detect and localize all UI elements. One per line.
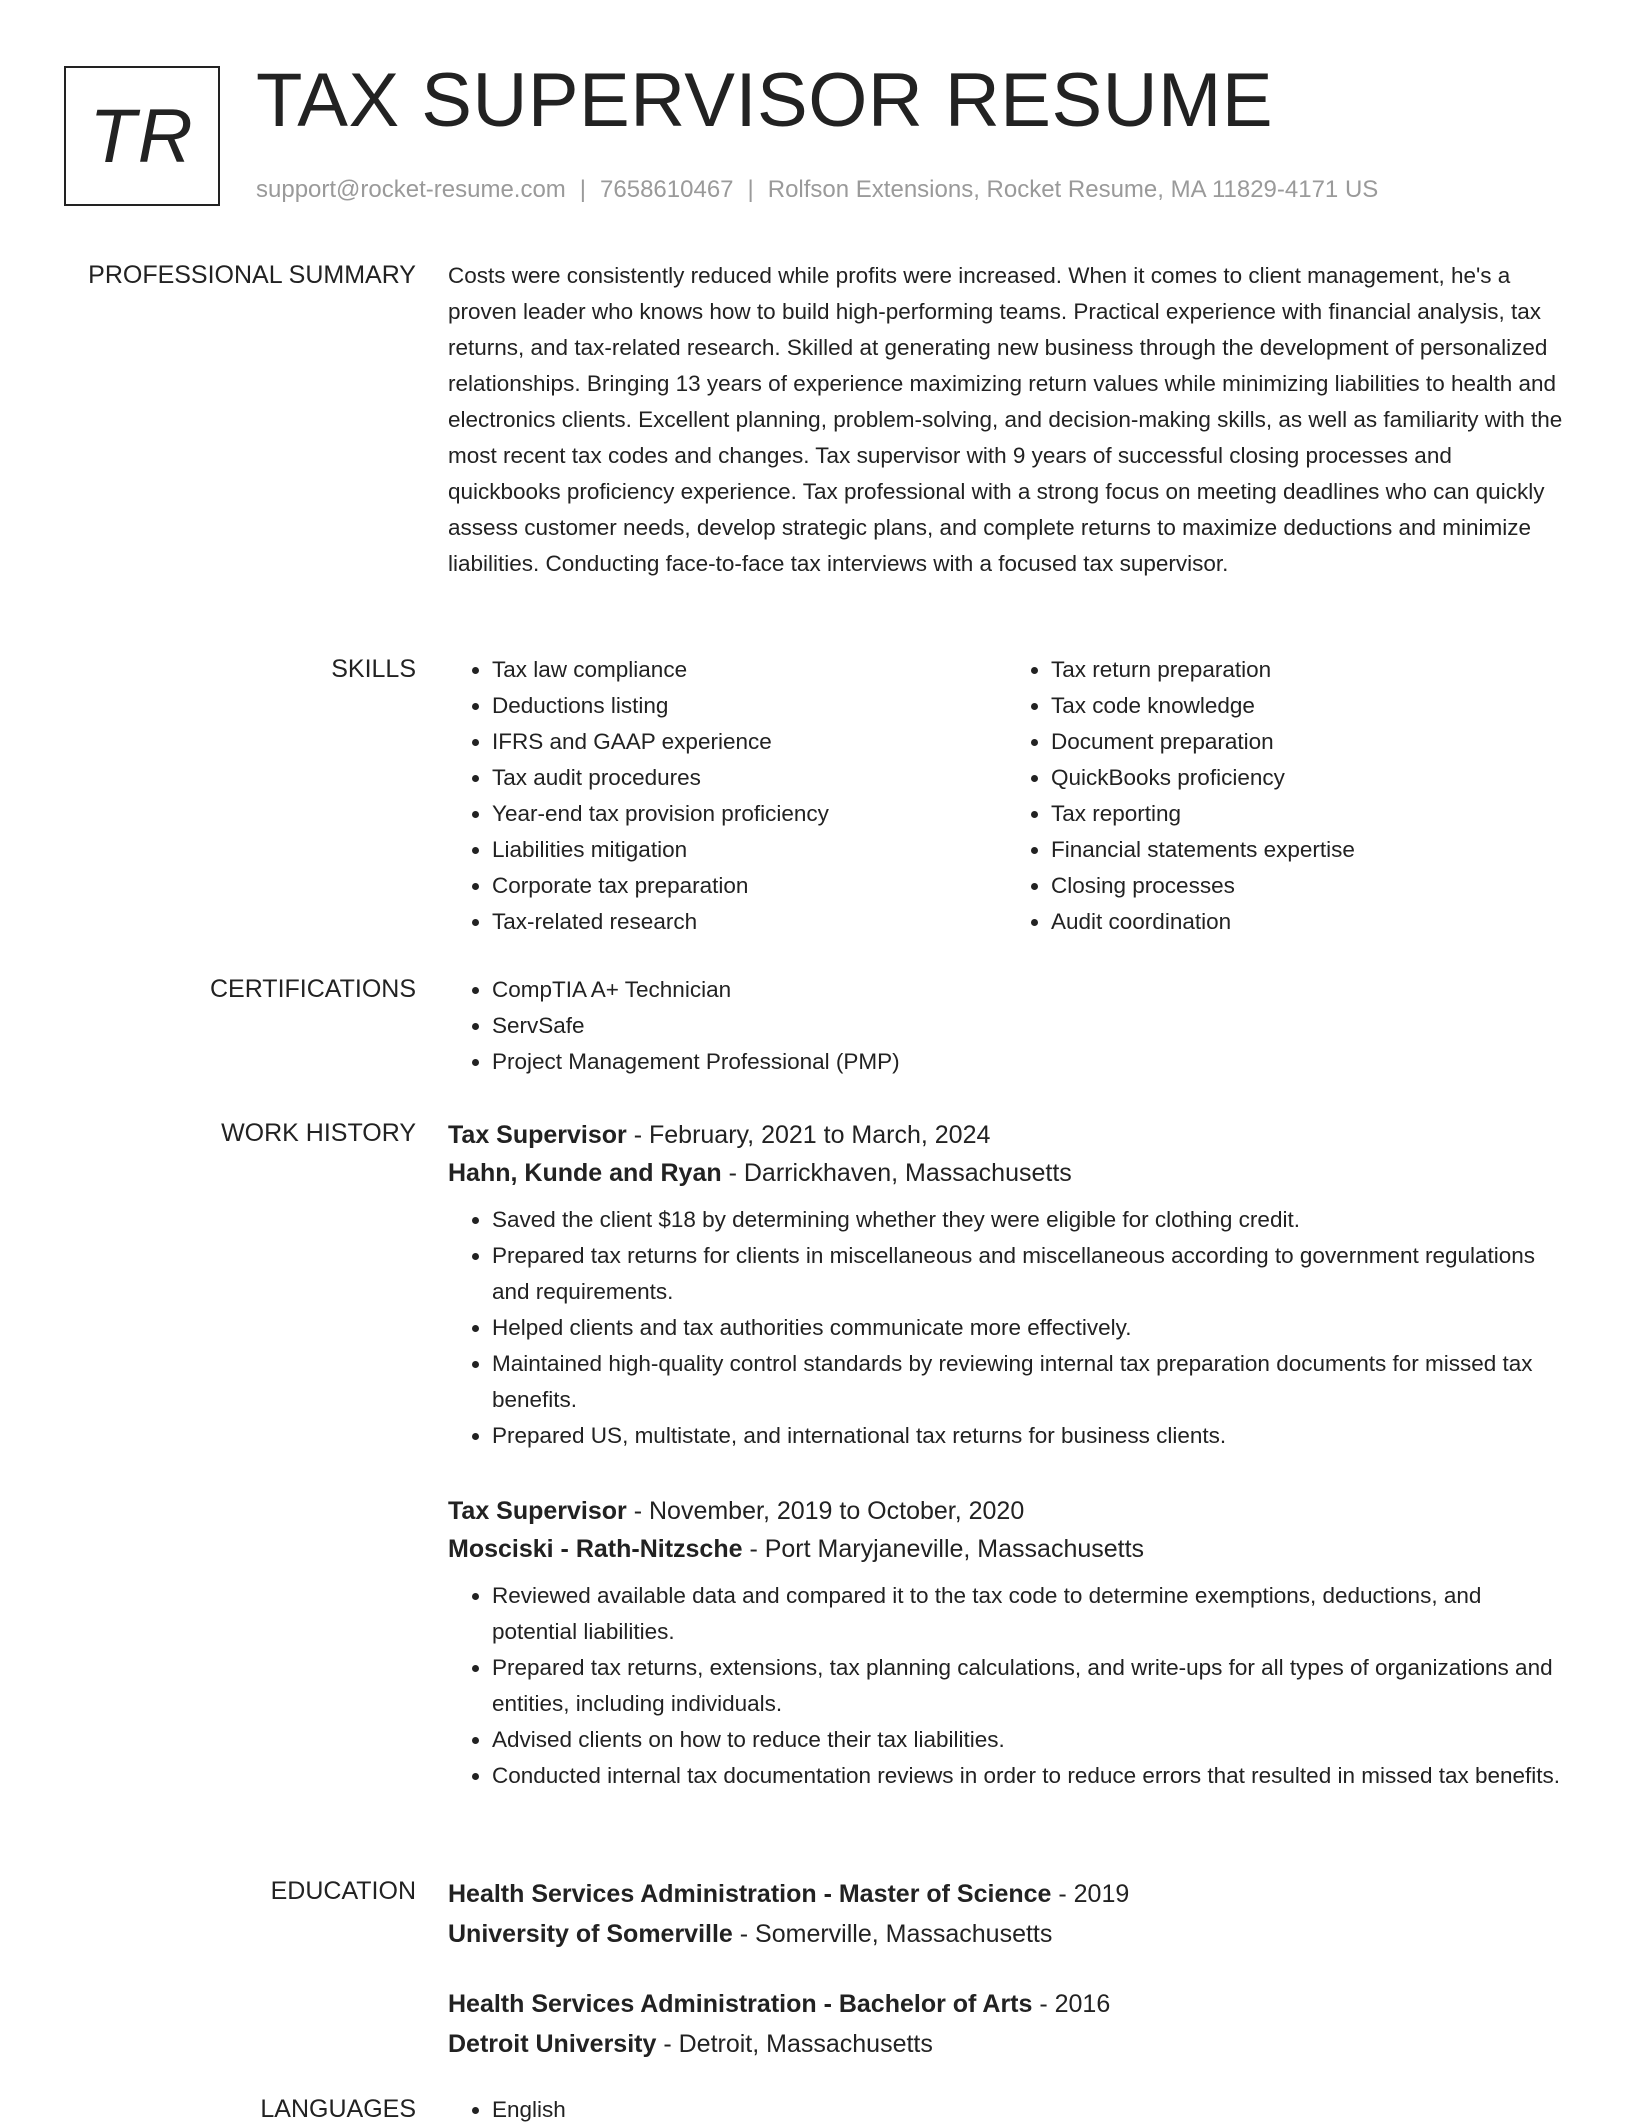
job-entry (448, 1116, 1566, 1454)
job-bullet: • Prepared tax returns for clients in miscellaneous and miscellaneous according to government regulations and requirements. (492, 1238, 1566, 1310)
section-content (448, 1874, 1566, 2094)
skill-item: • Document preparation (1051, 724, 1566, 760)
skill-item: • Tax reporting (1051, 796, 1566, 832)
certification-item: • Project Management Professional (PMP) (492, 1044, 1566, 1080)
page-title: TAX SUPERVISOR RESUME (256, 58, 1274, 143)
degree-name: Health Services Administration - Bachelor of Arts (448, 1990, 1033, 2018)
summary-text: Costs were consistently reduced while profits were increased. When it comes to client management, he's a proven leader who knows how to build high-performing teams. Practical experience with financial analysis, tax returns, and tax-related research. Skilled at generating new business through the development of personalized relationships. Bringing 13 years of experience maximizing return values while minimizing liabilities to health and electronics clients. Excellent planning, problem-solving, and decision-making skills, as well as familiarity with the most recent tax codes and changes. Tax supervisor with 9 years of successful closing processes and quickbooks proficiency experience. Tax professional with a strong focus on meeting deadlines who can quickly assess customer needs, develop strategic plans, and complete returns to maximize deductions and minimize liabilities. Conducting face-to-face tax interviews with a focused tax supervisor. (448, 263, 1563, 576)
skill-item: • Audit coordination (1051, 904, 1566, 940)
section-content (448, 1116, 1566, 1832)
section-label: LANGUAGES (260, 2095, 416, 2123)
degree-name: Health Services Administration - Master of Science (448, 1880, 1052, 1908)
language-item: • English (492, 2092, 1566, 2128)
job-dates: - November, 2019 to October, 2020 (626, 1497, 1025, 1525)
job-location: - Port Maryjaneville, Massachusetts (742, 1535, 1145, 1563)
skill-item: • Financial statements expertise (1051, 832, 1566, 868)
contact-address: Rolfson Extensions, Rocket Resume, MA 11829-4171 US (767, 176, 1379, 203)
job-title-line (448, 1492, 1566, 1530)
skill-item: • Tax law compliance (492, 652, 1007, 688)
job-title: Tax Supervisor (448, 1497, 627, 1525)
skill-item: • Tax code knowledge (1051, 688, 1566, 724)
languages-list (448, 2092, 1566, 2128)
section-label: SKILLS (331, 655, 416, 683)
job-bullet: • Advised clients on how to reduce their tax liabilities. (492, 1722, 1566, 1758)
school-name: Detroit University (448, 2030, 657, 2058)
job-title: Tax Supervisor (448, 1121, 627, 1149)
degree-year: - 2019 (1051, 1880, 1130, 1908)
certifications-list (448, 972, 1566, 1080)
education-entry (448, 1874, 1566, 1954)
skills-columns (448, 652, 1566, 940)
job-entry (448, 1492, 1566, 1794)
section-label: EDUCATION (270, 1877, 416, 1905)
job-bullet: • Conducted internal tax documentation reviews in order to reduce errors that resulted in missed tax benefits. (492, 1758, 1566, 1794)
section-label: PROFESSIONAL SUMMARY (88, 261, 416, 289)
job-bullets (448, 1202, 1566, 1454)
section-content (448, 258, 1566, 582)
job-bullet: • Prepared tax returns, extensions, tax planning calculations, and write-ups for all types of organizations and entities, including individuals. (492, 1650, 1566, 1722)
degree-line (448, 1874, 1566, 1914)
job-title-line (448, 1116, 1566, 1154)
section-content (448, 972, 1566, 1080)
section-content (448, 2092, 1566, 2128)
contact-info (256, 174, 1378, 206)
degree-year: - 2016 (1032, 1990, 1111, 2018)
job-company: Hahn, Kunde and Ryan (448, 1159, 722, 1187)
skill-item: • Corporate tax preparation (492, 868, 1007, 904)
certification-item: • ServSafe (492, 1008, 1566, 1044)
skill-item: • Closing processes (1051, 868, 1566, 904)
school-line (448, 2024, 1566, 2064)
monogram-logo: TR (64, 66, 220, 206)
job-company: Mosciski - Rath-Nitzsche (448, 1535, 743, 1563)
job-bullet: • Helped clients and tax authorities communicate more effectively. (492, 1310, 1566, 1346)
section-label: WORK HISTORY (221, 1119, 416, 1147)
degree-line (448, 1984, 1566, 2024)
school-line (448, 1914, 1566, 1954)
job-bullet: • Saved the client $18 by determining whether they were eligible for clothing credit. (492, 1202, 1566, 1238)
skill-item: • IFRS and GAAP experience (492, 724, 1007, 760)
job-bullet: • Maintained high-quality control standards by reviewing internal tax preparation documents for missed tax benefits. (492, 1346, 1566, 1418)
job-company-line (448, 1154, 1566, 1192)
job-bullet: • Reviewed available data and compared it to the tax code to determine exemptions, deductions, and potential liabilities. (492, 1578, 1566, 1650)
job-company-line (448, 1530, 1566, 1568)
skill-item: • Tax audit procedures (492, 760, 1007, 796)
skill-item: • Tax-related research (492, 904, 1007, 940)
contact-phone: 7658610467 (600, 176, 734, 203)
job-location: - Darrickhaven, Massachusetts (721, 1159, 1072, 1187)
school-location: - Detroit, Massachusetts (656, 2030, 933, 2058)
certification-item: • CompTIA A+ Technician (492, 972, 1566, 1008)
school-name: University of Somerville (448, 1920, 733, 1948)
section-label: CERTIFICATIONS (209, 975, 416, 1003)
contact-email: support@rocket-resume.com (256, 176, 566, 203)
skill-item: • Liabilities mitigation (492, 832, 1007, 868)
skill-item: • Year-end tax provision proficiency (492, 796, 1007, 832)
contact-separator: | (579, 176, 587, 203)
education-entry (448, 1984, 1566, 2064)
skill-item: • Deductions listing (492, 688, 1007, 724)
contact-separator: | (747, 176, 754, 203)
job-bullet: • Prepared US, multistate, and international tax returns for business clients. (492, 1418, 1566, 1454)
skill-item: • QuickBooks proficiency (1051, 760, 1566, 796)
skills-list-left (448, 652, 1007, 940)
school-location: - Somerville, Massachusetts (732, 1920, 1053, 1948)
skills-list-right (1007, 652, 1566, 940)
job-dates: - February, 2021 to March, 2024 (626, 1121, 991, 1149)
job-bullets (448, 1578, 1566, 1794)
skill-item: • Tax return preparation (1051, 652, 1566, 688)
